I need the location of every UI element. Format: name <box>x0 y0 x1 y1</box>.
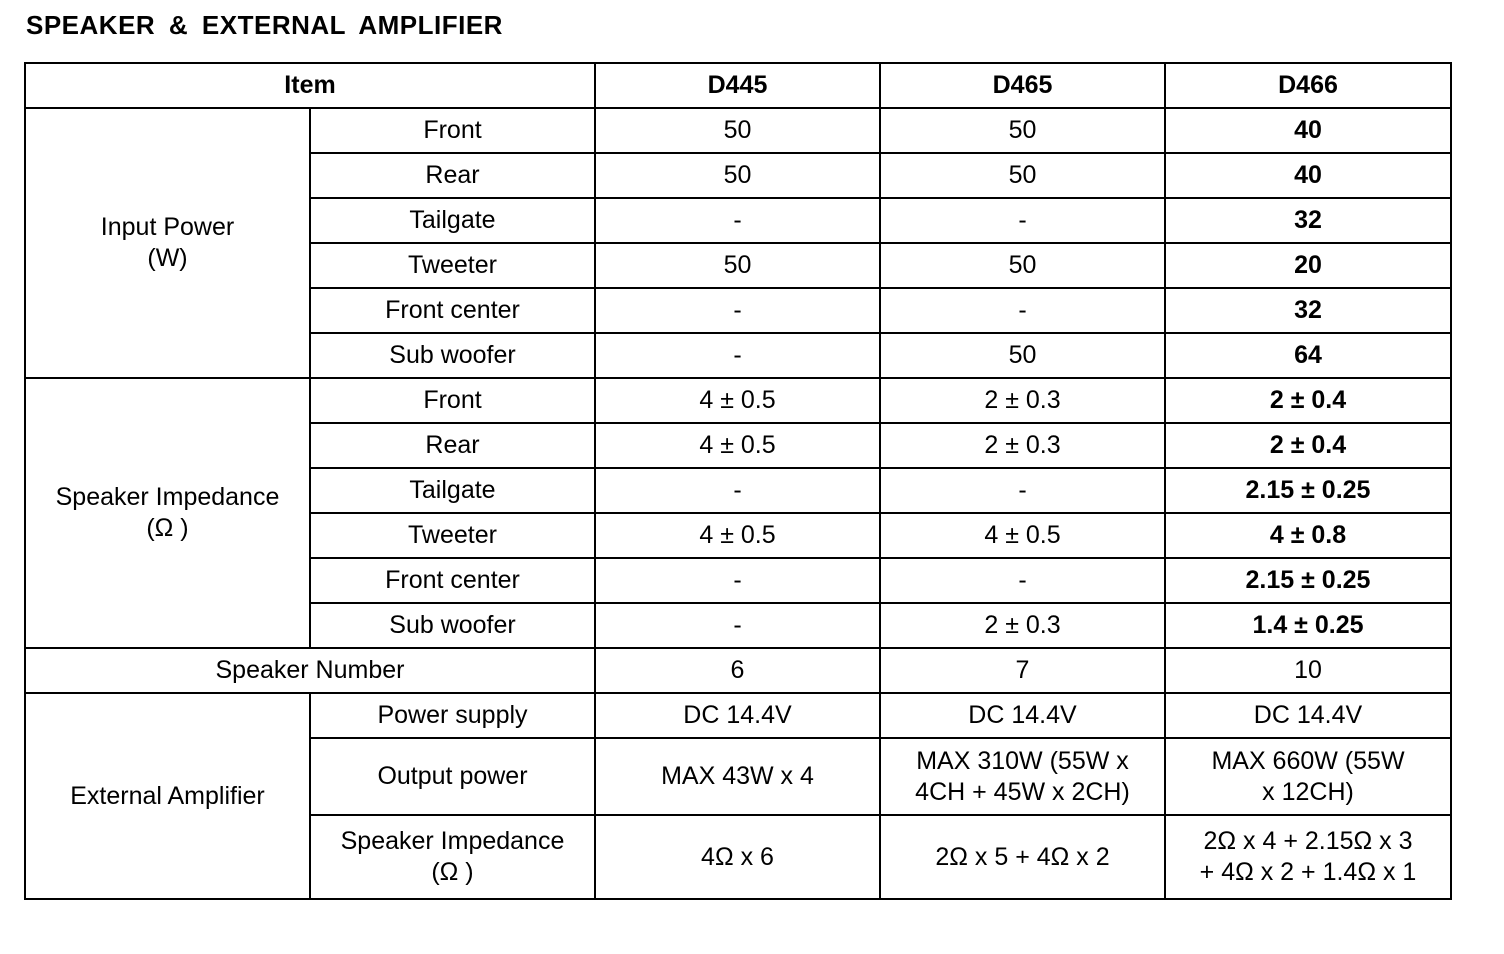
cell: 2 ± 0.3 <box>880 603 1165 648</box>
cell: 50 <box>595 153 880 198</box>
cell: DC 14.4V <box>1165 693 1451 738</box>
row-label: Tailgate <box>310 198 595 243</box>
row-label: Tailgate <box>310 468 595 513</box>
page-title: SPEAKER & EXTERNAL AMPLIFIER <box>26 10 503 40</box>
cell: DC 14.4V <box>880 693 1165 738</box>
cell: 50 <box>595 243 880 288</box>
cell: 2.15 ± 0.25 <box>1165 558 1451 603</box>
cell: 2 ± 0.4 <box>1165 378 1451 423</box>
row-label: Front <box>310 108 595 153</box>
table-row <box>25 648 1451 693</box>
cell: 40 <box>1165 153 1451 198</box>
cell: - <box>595 603 880 648</box>
cell: - <box>595 558 880 603</box>
row-label: Rear <box>310 153 595 198</box>
cell: 20 <box>1165 243 1451 288</box>
cell: 2Ω x 4 + 2.15Ω x 3 + 4Ω x 2 + 1.4Ω x 1 <box>1165 815 1451 899</box>
cell: - <box>880 198 1165 243</box>
cell: 7 <box>880 648 1165 693</box>
row-label: Power supply <box>310 693 595 738</box>
cell: 64 <box>1165 333 1451 378</box>
cell: MAX 660W (55W x 12CH) <box>1165 738 1451 815</box>
cell: 50 <box>595 108 880 153</box>
cell: 2Ω x 5 + 4Ω x 2 <box>880 815 1165 899</box>
input-power-group-label: Input Power (W) <box>25 108 310 378</box>
cell: 2 ± 0.4 <box>1165 423 1451 468</box>
cell: 2 ± 0.3 <box>880 378 1165 423</box>
row-label: Front center <box>310 288 595 333</box>
table-row <box>25 378 1451 423</box>
cell: 50 <box>880 333 1165 378</box>
cell: 2.15 ± 0.25 <box>1165 468 1451 513</box>
table-row <box>25 108 1451 153</box>
row-label: Sub woofer <box>310 603 595 648</box>
header-model: D465 <box>880 63 1165 108</box>
row-label: Sub woofer <box>310 333 595 378</box>
cell: 4Ω x 6 <box>595 815 880 899</box>
cell: 4 ± 0.5 <box>880 513 1165 558</box>
cell: 4 ± 0.5 <box>595 423 880 468</box>
header-model: D445 <box>595 63 880 108</box>
cell: 50 <box>880 153 1165 198</box>
cell: - <box>595 468 880 513</box>
cell: 50 <box>880 108 1165 153</box>
cell: - <box>595 198 880 243</box>
row-label: Front center <box>310 558 595 603</box>
cell: MAX 310W (55W x 4CH + 45W x 2CH) <box>880 738 1165 815</box>
cell: 2 ± 0.3 <box>880 423 1165 468</box>
cell: - <box>880 558 1165 603</box>
cell: - <box>880 468 1165 513</box>
header-item: Item <box>25 63 595 108</box>
header-model: D466 <box>1165 63 1451 108</box>
cell: MAX 43W x 4 <box>595 738 880 815</box>
spec-table <box>24 62 1452 900</box>
header-row <box>25 63 1451 108</box>
cell: 10 <box>1165 648 1451 693</box>
row-label: Tweeter <box>310 243 595 288</box>
row-label: Rear <box>310 423 595 468</box>
row-label: Output power <box>310 738 595 815</box>
speaker-number-label: Speaker Number <box>25 648 595 693</box>
cell: DC 14.4V <box>595 693 880 738</box>
row-label: Tweeter <box>310 513 595 558</box>
cell: 32 <box>1165 288 1451 333</box>
cell: 1.4 ± 0.25 <box>1165 603 1451 648</box>
cell: 50 <box>880 243 1165 288</box>
cell: 4 ± 0.8 <box>1165 513 1451 558</box>
cell: - <box>595 333 880 378</box>
row-label: Front <box>310 378 595 423</box>
cell: 4 ± 0.5 <box>595 378 880 423</box>
row-label: Speaker Impedance (Ω ) <box>310 815 595 899</box>
cell: 6 <box>595 648 880 693</box>
cell: 32 <box>1165 198 1451 243</box>
cell: - <box>595 288 880 333</box>
cell: - <box>880 288 1165 333</box>
speaker-impedance-group-label: Speaker Impedance (Ω ) <box>25 378 310 648</box>
external-amplifier-group-label: External Amplifier <box>25 693 310 899</box>
cell: 40 <box>1165 108 1451 153</box>
cell: 4 ± 0.5 <box>595 513 880 558</box>
table-row <box>25 693 1451 738</box>
